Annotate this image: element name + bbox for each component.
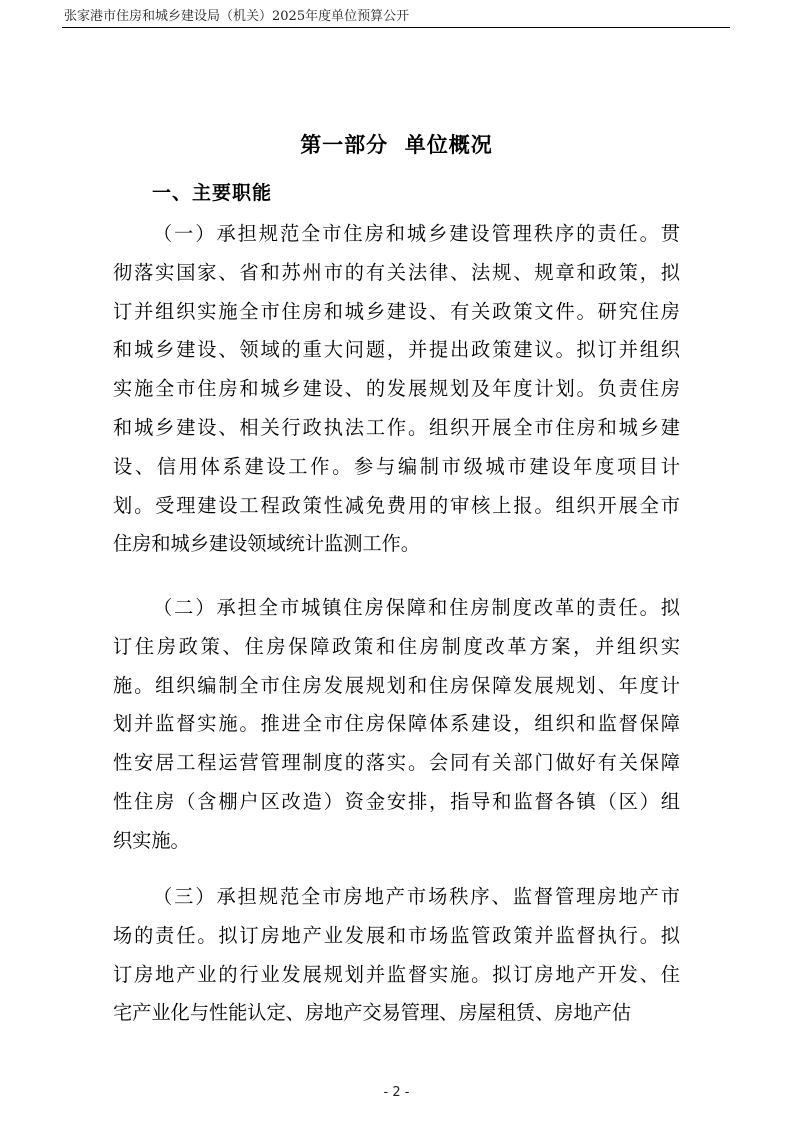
header-divider bbox=[62, 27, 730, 28]
paragraph-line: 住房和城乡建设领域统计监测工作。 bbox=[113, 532, 420, 556]
paragraph-2 bbox=[113, 589, 680, 861]
paragraph-line: 施。组织编制全市住房发展规划和住房保障发展规划、年度计 bbox=[113, 673, 680, 697]
paragraph-line: 和城乡建设、领域的重大问题，并提出政策建议。拟订并组织 bbox=[113, 338, 680, 362]
paragraph-line: （一）承担规范全市住房和城乡建设管理秩序的责任。贯 bbox=[153, 222, 680, 245]
paragraph-line: 订房地产业的行业发展规划并监督实施。拟订房地产开发、住 bbox=[113, 962, 680, 986]
paragraph-line: 性安居工程运营管理制度的落实。会同有关部门做好有关保障 bbox=[113, 751, 680, 775]
paragraph-line: 实施全市住房和城乡建设、的发展规划及年度计划。负责住房 bbox=[113, 377, 680, 401]
running-header: 张家港市住房和城乡建设局（机关）2025年度单位预算公开 bbox=[64, 9, 410, 24]
paragraph-line: 彻落实国家、省和苏州市的有关法律、法规、规章和政策，拟 bbox=[113, 260, 680, 284]
paragraph-line: 划。受理建设工程政策性减免费用的审核上报。组织开展全市 bbox=[113, 493, 680, 517]
paragraph-line: （三）承担规范全市房地产市场秩序、监督管理房地产市 bbox=[153, 885, 680, 908]
paragraph-line: 性住房（含棚户区改造）资金安排，指导和监督各镇（区）组 bbox=[113, 789, 680, 813]
paragraph-line: 订并组织实施全市住房和城乡建设、有关政策文件。研究住房 bbox=[113, 299, 680, 323]
paragraph-3 bbox=[113, 878, 680, 1033]
paragraph-line: 划并监督实施。推进全市住房保障体系建设，组织和监督保障 bbox=[113, 712, 680, 736]
paragraph-1 bbox=[113, 215, 680, 564]
page-title: 第一部分 单位概况 bbox=[300, 133, 493, 157]
paragraph-line: 宅产业化与性能认定、房地产交易管理、房屋租赁、房地产估 bbox=[113, 1001, 632, 1025]
paragraph-line: 织实施。 bbox=[113, 828, 190, 852]
paragraph-line: 设、信用体系建设工作。参与编制市级城市建设年度项目计 bbox=[113, 454, 680, 478]
section-heading: 一、主要职能 bbox=[152, 182, 273, 204]
paragraph-line: 订住房政策、住房保障政策和住房制度改革方案，并组织实 bbox=[113, 634, 680, 658]
page-number: - 2 - bbox=[383, 1085, 410, 1100]
paragraph-line: 场的责任。拟订房地产业发展和市场监管政策并监督执行。拟 bbox=[113, 923, 680, 947]
paragraph-line: 和城乡建设、相关行政执法工作。组织开展全市住房和城乡建 bbox=[113, 415, 680, 439]
paragraph-line: （二）承担全市城镇住房保障和住房制度改革的责任。拟 bbox=[153, 596, 680, 619]
